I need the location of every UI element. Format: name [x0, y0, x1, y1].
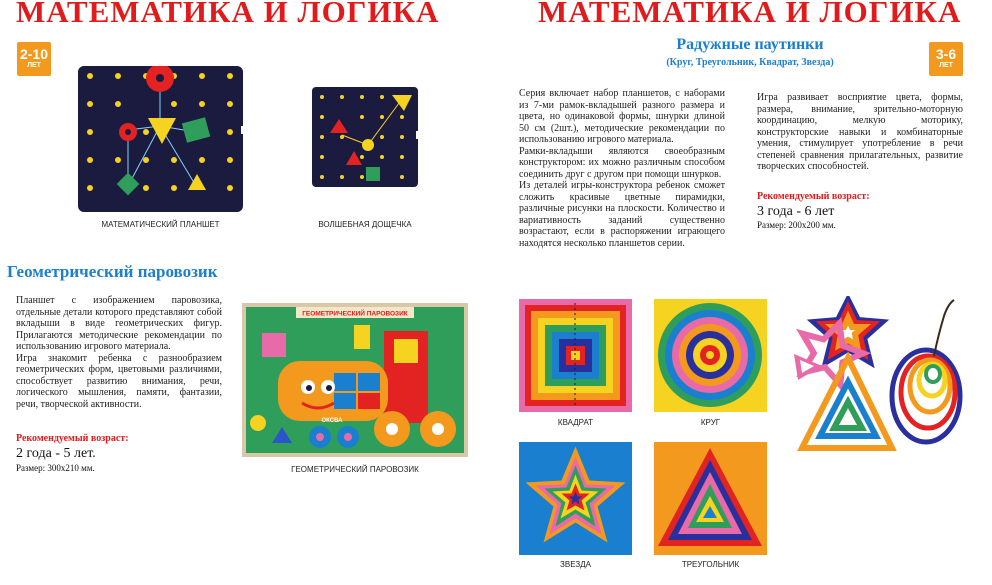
rainbow-description-p2: Рамки-вкладыши являются своеобразным конструктором: их можно различным способом соединить друг с другом при помощи шнурков.	[519, 145, 725, 180]
square-frame-board	[519, 299, 632, 412]
rainbow-description-right: Игра развивает восприятие цвета, формы, размера, внимание, зрительно-моторную координацию, мелкую моторику, конструкторские навыки и комбинаторные умения, стимулирует употребление в речи степеней сравнения прилагательных, развитие творческих способностей.	[757, 92, 963, 172]
section-title-train: Геометрический паровозик	[7, 262, 218, 281]
age-badge-unit: ЛЕТ	[939, 62, 953, 69]
rainbow-description-p3: Из деталей игры-конструктора ребенок сможет сложить красивые цветные пирамидки, различные рисунки на плоскости. Количество и вариативность заданий существенно возрастают, если в распоряжении играющего находятся несколько планшетов серии.	[519, 180, 725, 249]
recommended-age-left: 2 года - 5 лет.	[16, 446, 96, 461]
triangle-frame-board	[654, 442, 767, 555]
star-frame-board	[519, 442, 632, 555]
board-face-label: ОКСВА	[321, 418, 343, 424]
caption-triangle: ТРЕУГОЛЬНИК	[681, 560, 740, 569]
age-badge-value: 3-6	[935, 46, 957, 62]
loose-frames-photo	[788, 296, 964, 454]
rainbow-description-left	[519, 88, 725, 249]
age-badge-right	[929, 42, 963, 76]
section-subtitle-rainbow: (Круг, Треугольник, Квадрат, Звезда)	[666, 57, 834, 68]
caption-star: ЗВЕЗДА	[560, 560, 591, 569]
size-right: Размер: 200х200 мм.	[757, 220, 836, 230]
train-description-p1: Планшет с изображением паровозика, отдельные детали которого представляют собой вкладыши в виде геометрических фигур. Прилагаются методические рекомендации по использованию игрового материала.	[16, 295, 222, 352]
recommended-label-left: Рекомендуемый возраст:	[16, 433, 129, 444]
recommended-label-right: Рекомендуемый возраст:	[757, 191, 870, 202]
recommended-age-right: 3 года - 6 лет	[757, 204, 835, 219]
left-page-title: МАТЕМАТИКА И ЛОГИКА	[16, 0, 440, 29]
age-badge-value: 2-10	[19, 46, 49, 62]
math-tablet-photo	[78, 66, 243, 212]
caption-circle: КРУГ	[700, 418, 721, 427]
size-left: Размер: 300х210 мм.	[16, 463, 95, 473]
right-page-title: МАТЕМАТИКА И ЛОГИКА	[538, 0, 962, 29]
section-title-rainbow: Радужные паутинки	[676, 36, 824, 53]
rainbow-description-p1: Серия включает набор планшетов, с наборами из 7-ми рамок-вкладышей разного размера и цвета, но одинаковой формы, шнурки длиной 50 см (2шт.), методические рекомендации по использованию игрового материала.	[519, 88, 725, 145]
age-badge-left	[17, 42, 51, 76]
caption-geometric-train: ГЕОМЕТРИЧЕСКИЙ ПАРОВОЗИК	[291, 465, 419, 474]
geometric-train-board	[242, 303, 468, 457]
circle-frame-board	[654, 299, 767, 412]
board-header-text: ГЕОМЕТРИЧЕСКИЙ ПАРОВОЗИК	[302, 310, 408, 318]
caption-math-tablet: МАТЕМАТИЧЕСКИЙ ПЛАНШЕТ	[101, 220, 220, 229]
caption-square: КВАДРАТ	[557, 418, 594, 427]
train-description	[16, 295, 222, 410]
train-description-p2: Игра знакомит ребенка с разнообразием геометрических форм, цветовыми различиями, способствует развитию внимания, речи, логического мышления, памяти, фантазии, речи, творческой активности.	[16, 352, 222, 410]
caption-magic-board: ВОЛШЕБНАЯ ДОЩЕЧКА	[318, 220, 412, 229]
age-badge-unit: ЛЕТ	[27, 62, 41, 69]
magic-board-photo	[312, 87, 418, 187]
